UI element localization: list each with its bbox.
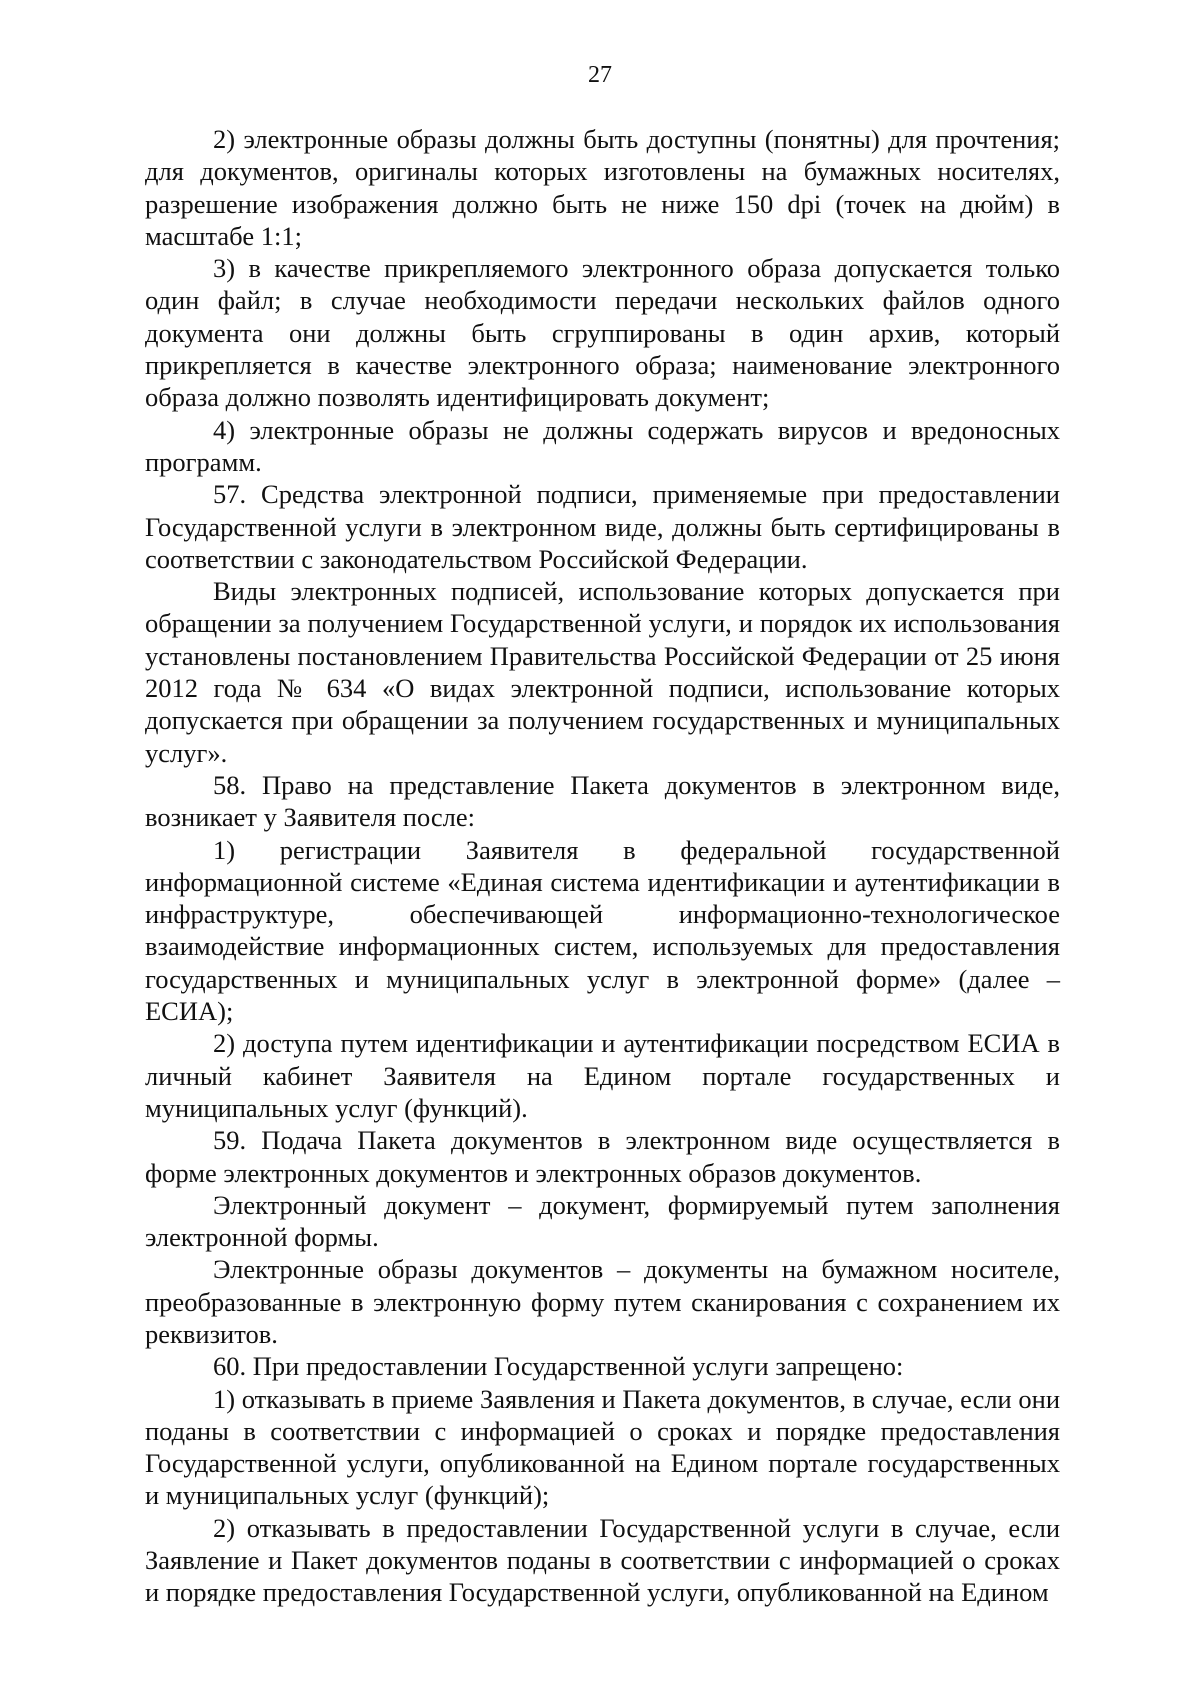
- paragraph-item-3-single-file: 3) в качестве прикрепляемого электронного образа допускается только один файл; в случае необходимости передачи нескольких файлов одного документа они должны быть сгруппированы в один архив, который прикрепляется в качестве электронного образа; наименование электронного образа должно позволять идентифицировать документ;: [145, 253, 1060, 413]
- paragraph-item-2-images-readable: 2) электронные образы должны быть доступны (понятны) для прочтения; для документов, оригиналы которых изготовлены на бумажных носителях, разрешение изображения должно быть не ниже 150 dpi (точек на дюйм) в масштабе 1:1;: [145, 124, 1060, 251]
- paragraph-60-prohibited: 60. При предоставлении Государственной услуги запрещено:: [213, 1351, 904, 1382]
- paragraph-59-submission-form: 59. Подача Пакета документов в электронном виде осуществляется в форме электронных документов и электронных образов документов.: [145, 1125, 1060, 1188]
- paragraph-item-4-no-viruses: 4) электронные образы не должны содержать вирусов и вредоносных программ.: [145, 414, 1060, 477]
- paragraph-58-item-2-access: 2) доступа путем идентификации и аутентификации посредством ЕСИА в личный кабинет Заявителя на Едином портале государственных и муниципальных услуг (функций).: [145, 1028, 1060, 1123]
- paragraph-electronic-images: Электронные образы документов – документы на бумажном носителе, преобразованные в электронную форму путем сканирования с сохранением их реквизитов.: [145, 1254, 1060, 1349]
- paragraph-57-signature-means: 57. Средства электронной подписи, применяемые при предоставлении Государственной услуги в электронном виде, должны быть сертифицированы в соответствии с законодательством Российской Федерации.: [145, 479, 1060, 574]
- paragraph-58-right-to-submit: 58. Право на представление Пакета документов в электронном виде, возникает у Заявителя после:: [145, 769, 1060, 833]
- paragraph-60-item-2: 2) отказывать в предоставлении Государственной услуги в случае, если Заявление и Пакет документов поданы в соответствии с информацией о сроках и порядке предоставления Государственной услуги, опубликованной на Едином: [145, 1512, 1060, 1608]
- document-body: [145, 123, 1060, 1609]
- paragraph-electronic-document: Электронный документ – документ, формируемый путем заполнения электронной формы.: [145, 1189, 1060, 1253]
- paragraph-60-item-1: 1) отказывать в приеме Заявления и Пакета документов, в случае, если они поданы в соответствии с информацией о сроках и порядке предоставления Государственной услуги, опубликованной на Едином портале государственных и муниципальных услуг (функций);: [145, 1383, 1060, 1511]
- page-number: 27: [588, 62, 612, 88]
- paragraph-58-item-1-registration: 1) регистрации Заявителя в федеральной государственной информационной системе «Единая система идентификации и аутентификации в инфраструктуре, обеспечивающей информационно-технологическое взаимодействие информационных систем, используемых для предоставления государственных и муниципальных услуг в электронной форме» (далее – ЕСИА);: [145, 834, 1060, 1027]
- paragraph-signature-types: Виды электронных подписей, использование которых допускается при обращении за получением Государственной услуги, и порядок их использования установлены постановлением Правительства Российской Федерации от 25 июня 2012 года № 634 «О видах электронной подписи, использование которых допускается при обращении за получением государственных и муниципальных услуг».: [145, 576, 1060, 768]
